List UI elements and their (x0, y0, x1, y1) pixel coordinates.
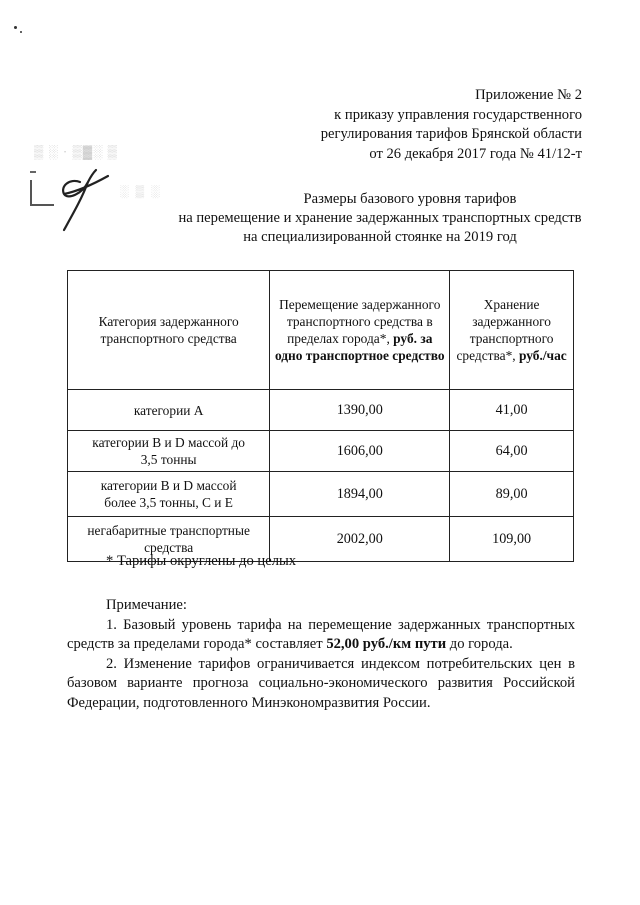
row-category: категории В и D массой до 3,5 тонны (68, 431, 270, 472)
appendix-line: к приказу управления государственного (334, 106, 582, 123)
table-row (68, 431, 574, 472)
row-category: категории А (68, 390, 270, 431)
note-item-1-rate: 52,00 руб./км пути (326, 636, 447, 652)
header-category-text: Категория задержанного транспортного средства (98, 314, 239, 346)
row-move-price: 1390,00 (270, 390, 450, 431)
header-move (270, 271, 450, 390)
table-row (68, 390, 574, 431)
title-line: Размеры базового уровня тарифов (303, 191, 517, 207)
appendix-line: от 26 декабря 2017 года № 41/12-т (369, 145, 582, 162)
header-category (68, 271, 270, 390)
row-category: негабаритные транспортные средства (68, 517, 270, 562)
notes-heading: Примечание: (106, 597, 187, 613)
note-item-1-text: 1. Базовый уровень тарифа на перемещение задержанных транспортных средств за пределами города* составляет (67, 616, 575, 652)
faint-stamp-mark: ▒ ░ · ▒▓░ ▒ (34, 144, 118, 159)
row-store-price: 89,00 (450, 472, 574, 517)
notes-section (67, 596, 575, 713)
table-header-row (68, 271, 574, 390)
header-store-unit: руб./час (519, 348, 567, 363)
header-move-unit: руб. за одно транспортное средство (274, 331, 445, 363)
header-store (450, 271, 574, 390)
row-move-price: 1894,00 (270, 472, 450, 517)
appendix-header (321, 86, 582, 164)
note-item-2: 2. Изменение тарифов ограничивается индексом потребительских цен в базовом варианте прогноза социально-экономического развития Российской Федерации, подготовленного Минэкономразвития России. (67, 655, 575, 711)
tariff-table (67, 270, 574, 562)
row-store-price: 64,00 (450, 431, 574, 472)
title-line: на перемещение и хранение задержанных транспортных средств (178, 210, 582, 226)
scan-speck (20, 31, 22, 33)
note-item-1 (67, 616, 575, 655)
row-move-price: 2002,00 (270, 517, 450, 562)
note-item-1-tail: до города. (449, 636, 513, 652)
title-line: на специализированной стоянке на 2019 год (243, 229, 517, 245)
scan-speck (14, 26, 17, 29)
header-move-text: Перемещение задержанного транспортного средства в пределах города*, (279, 297, 441, 346)
row-store-price: 109,00 (450, 517, 574, 562)
appendix-line: регулирования тарифов Брянской области (320, 126, 582, 142)
document-title (60, 190, 640, 247)
row-move-price: 1606,00 (270, 431, 450, 472)
table-row (68, 472, 574, 517)
appendix-line: Приложение № 2 (475, 87, 582, 103)
row-store-price: 41,00 (450, 390, 574, 431)
row-category: категории В и D массой более 3,5 тонны, С и Е (68, 472, 270, 517)
table-footnote: * Тарифы округлены до целых (106, 553, 297, 569)
faint-stamp-mark: ░ ▒ ░ (120, 184, 162, 198)
header-store-text: Хранение задержанного транспортного средства*, (456, 297, 554, 363)
margin-mark (30, 171, 36, 173)
